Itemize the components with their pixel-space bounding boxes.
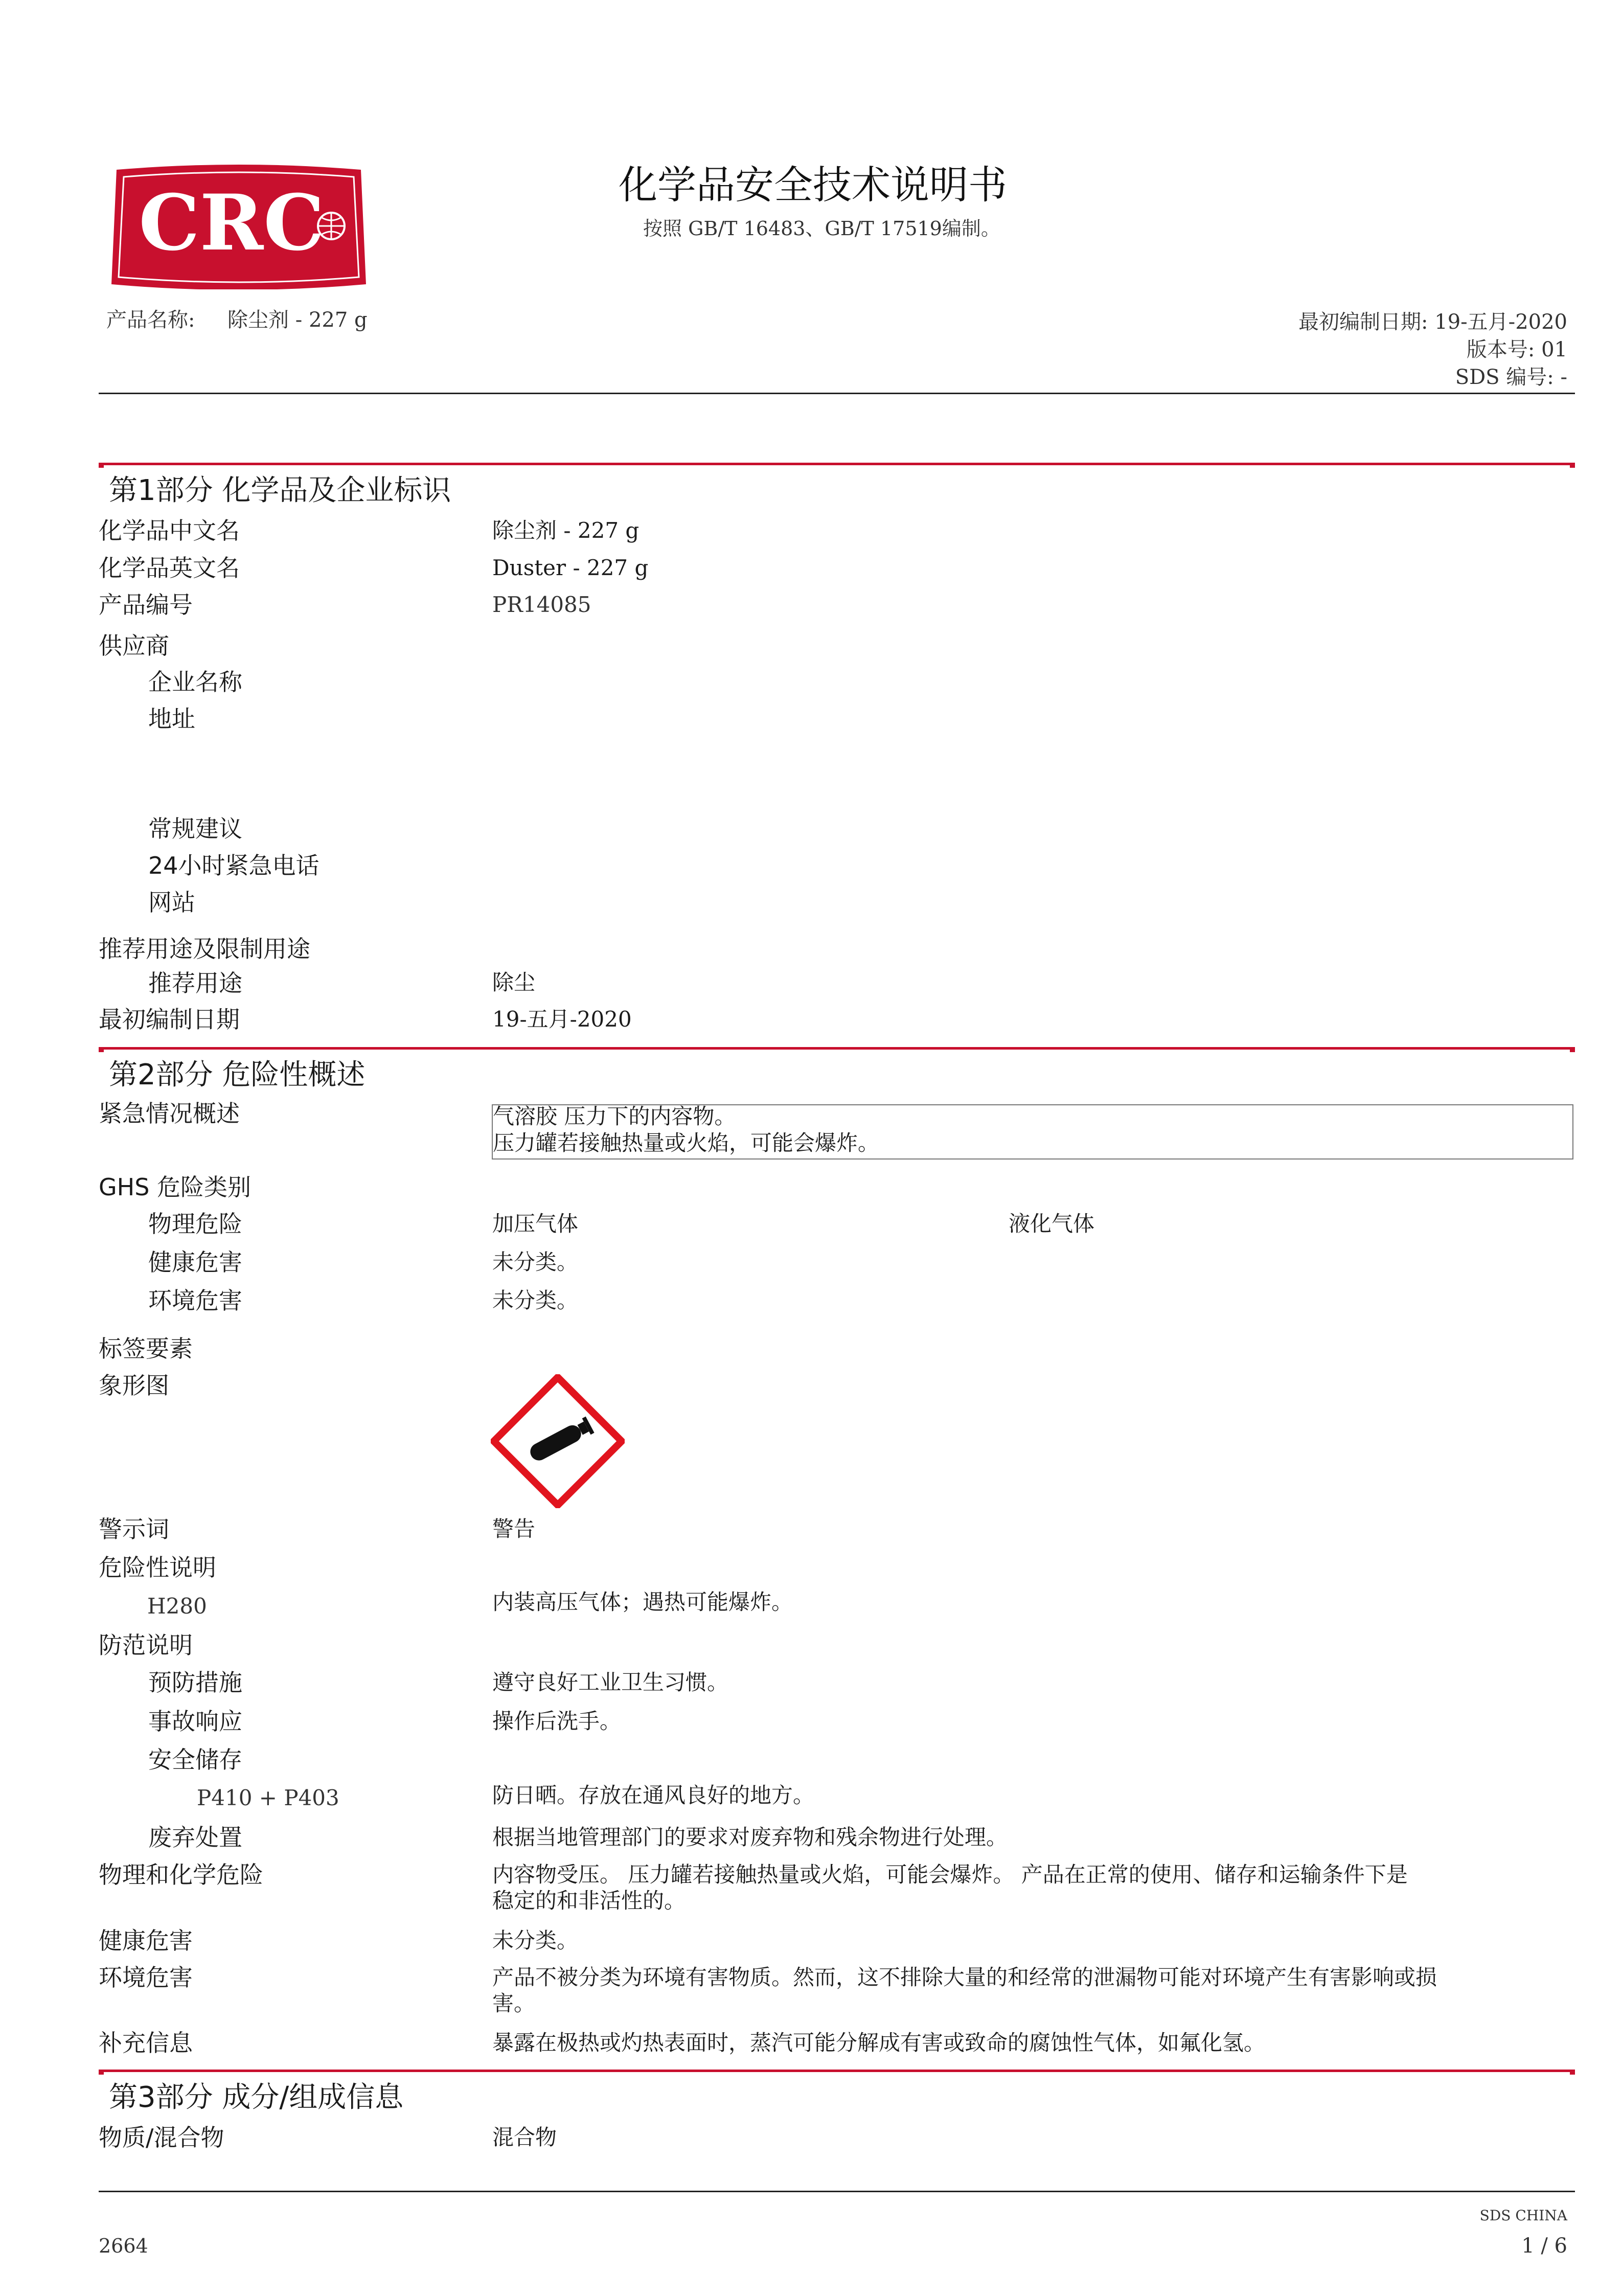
hazard-statement-label: 危险性说明 bbox=[99, 1554, 216, 1581]
environment-hazard2-line2: 害。 bbox=[492, 1991, 536, 2016]
initial-date-value: 19-五月-2020 bbox=[1434, 310, 1567, 334]
section1-red-rule bbox=[99, 463, 1575, 465]
section2-red-rule bbox=[99, 1047, 1575, 1050]
physchem-hazard-line2: 稳定的和非活性的。 bbox=[492, 1888, 686, 1913]
cn-name-label: 化学品中文名 bbox=[99, 517, 240, 544]
section3-title: 第3部分 成分/组成信息 bbox=[109, 2081, 404, 2114]
version-value: 01 bbox=[1541, 338, 1567, 361]
header-divider bbox=[99, 393, 1575, 394]
footer-doc-number: 2664 bbox=[99, 2235, 148, 2257]
sds-number-row bbox=[1298, 363, 1567, 391]
initial-date-label: 最初编制日期: bbox=[1298, 310, 1428, 334]
en-name-value: Duster - 227 g bbox=[492, 555, 649, 580]
emergency-phone-label: 24小时紧急电话 bbox=[148, 852, 319, 879]
version-label: 版本号: bbox=[1466, 338, 1535, 361]
physchem-hazard-line1: 内容物受压。 压力罐若接触热量或火焰，可能会爆炸。 产品在正常的使用、储存和运输条件下是 bbox=[492, 1862, 1408, 1887]
section2-title: 第2部分 危险性概述 bbox=[109, 1058, 365, 1092]
recommended-use-label: 推荐用途 bbox=[148, 969, 242, 997]
pictogram-label: 象形图 bbox=[99, 1372, 169, 1399]
environment-hazard-value: 未分类。 bbox=[492, 1288, 579, 1313]
disposal-value: 根据当地管理部门的要求对废弃物和残余物进行处理。 bbox=[492, 1825, 1008, 1850]
initial-date-field-label: 最初编制日期 bbox=[99, 1006, 240, 1033]
precautionary-label: 防范说明 bbox=[99, 1631, 193, 1659]
product-code-label: 产品编号 bbox=[99, 591, 193, 619]
environment-hazard2-line1: 产品不被分类为环境有害物质。然而，这不排除大量的和经常的泄漏物可能对环境产生有害影响或损 bbox=[492, 1965, 1437, 1990]
cn-name-value: 除尘剂 - 227 g bbox=[492, 518, 639, 543]
supplier-label: 供应商 bbox=[99, 632, 169, 660]
signal-word-value: 警告 bbox=[492, 1516, 536, 1541]
health-hazard2-value: 未分类。 bbox=[492, 1928, 579, 1953]
supplementary-info-label: 补充信息 bbox=[99, 2029, 193, 2057]
sds-number-label: SDS 编号: bbox=[1455, 366, 1554, 389]
header-meta bbox=[1298, 308, 1567, 391]
product-name-label: 产品名称: bbox=[106, 308, 195, 332]
version-row bbox=[1298, 336, 1567, 363]
footer-divider bbox=[99, 2191, 1575, 2192]
en-name-label: 化学品英文名 bbox=[99, 554, 240, 582]
environment-hazard2-label: 环境危害 bbox=[99, 1964, 193, 1991]
physical-hazard-value2: 液化气体 bbox=[1009, 1211, 1095, 1236]
substance-mixture-value: 混合物 bbox=[492, 2125, 557, 2150]
product-name-value: 除尘剂 - 227 g bbox=[227, 308, 368, 332]
footer-region: SDS CHINA bbox=[1479, 2207, 1567, 2224]
ghs-category-label: GHS 危险类别 bbox=[99, 1173, 252, 1201]
h-statement-text: 内装高压气体；遇热可能爆炸。 bbox=[492, 1589, 793, 1615]
physical-hazard-label: 物理危险 bbox=[148, 1210, 242, 1238]
sds-number-value: - bbox=[1560, 366, 1567, 389]
signal-word-label: 警示词 bbox=[99, 1515, 169, 1543]
health-hazard2-label: 健康危害 bbox=[99, 1927, 193, 1954]
health-hazard-value: 未分类。 bbox=[492, 1249, 579, 1275]
section3-red-rule bbox=[99, 2070, 1575, 2072]
product-code-value: PR14085 bbox=[492, 592, 591, 617]
health-hazard-label: 健康危害 bbox=[148, 1248, 242, 1276]
emergency-overview-line2: 压力罐若接触热量或火焰，可能会爆炸。 bbox=[493, 1130, 880, 1155]
p-code: P410 + P403 bbox=[197, 1785, 339, 1810]
storage-label: 安全储存 bbox=[148, 1746, 242, 1774]
logo-text: CRC bbox=[139, 178, 325, 268]
emergency-overview-line1: 气溶胶 压力下的内容物。 bbox=[493, 1104, 736, 1129]
physchem-hazard-label: 物理和化学危险 bbox=[99, 1861, 263, 1889]
prevention-value: 遵守良好工业卫生习惯。 bbox=[492, 1670, 729, 1695]
recommended-use-value: 除尘 bbox=[492, 970, 536, 995]
gas-cylinder-icon bbox=[491, 1374, 625, 1508]
emergency-overview-box bbox=[492, 1104, 1573, 1160]
response-label: 事故响应 bbox=[148, 1708, 242, 1735]
document-subtitle: 按照 GB/T 16483、GB/T 17519编制。 bbox=[643, 217, 1000, 240]
label-elements-heading: 标签要素 bbox=[99, 1335, 193, 1362]
initial-date-row bbox=[1298, 308, 1567, 336]
physical-hazard-value1: 加压气体 bbox=[492, 1211, 579, 1236]
supplementary-info-value: 暴露在极热或灼热表面时，蒸汽可能分解成有害或致命的腐蚀性气体，如氟化氢。 bbox=[492, 2030, 1266, 2055]
emergency-overview-label: 紧急情况概述 bbox=[99, 1100, 240, 1127]
p-statement-text: 防日晒。存放在通风良好的地方。 bbox=[492, 1783, 815, 1808]
website-label: 网站 bbox=[148, 889, 195, 916]
footer-page-number: 1 / 6 bbox=[1521, 2234, 1567, 2258]
document-title: 化学品安全技术说明书 bbox=[619, 162, 1007, 208]
recommended-use-group-label: 推荐用途及限制用途 bbox=[99, 935, 310, 963]
address-label: 地址 bbox=[148, 705, 195, 733]
prevention-label: 预防措施 bbox=[148, 1669, 242, 1696]
general-advice-label: 常规建议 bbox=[148, 815, 242, 843]
initial-date-field-value: 19-五月-2020 bbox=[492, 1007, 632, 1032]
substance-mixture-label: 物质/混合物 bbox=[99, 2124, 224, 2151]
disposal-label: 废弃处置 bbox=[148, 1824, 242, 1851]
environment-hazard-label: 环境危害 bbox=[148, 1287, 242, 1314]
h-code: H280 bbox=[147, 1594, 207, 1619]
company-name-label: 企业名称 bbox=[148, 668, 242, 696]
section1-title: 第1部分 化学品及企业标识 bbox=[109, 474, 451, 507]
response-value: 操作后洗手。 bbox=[492, 1709, 622, 1734]
company-logo bbox=[106, 165, 371, 289]
